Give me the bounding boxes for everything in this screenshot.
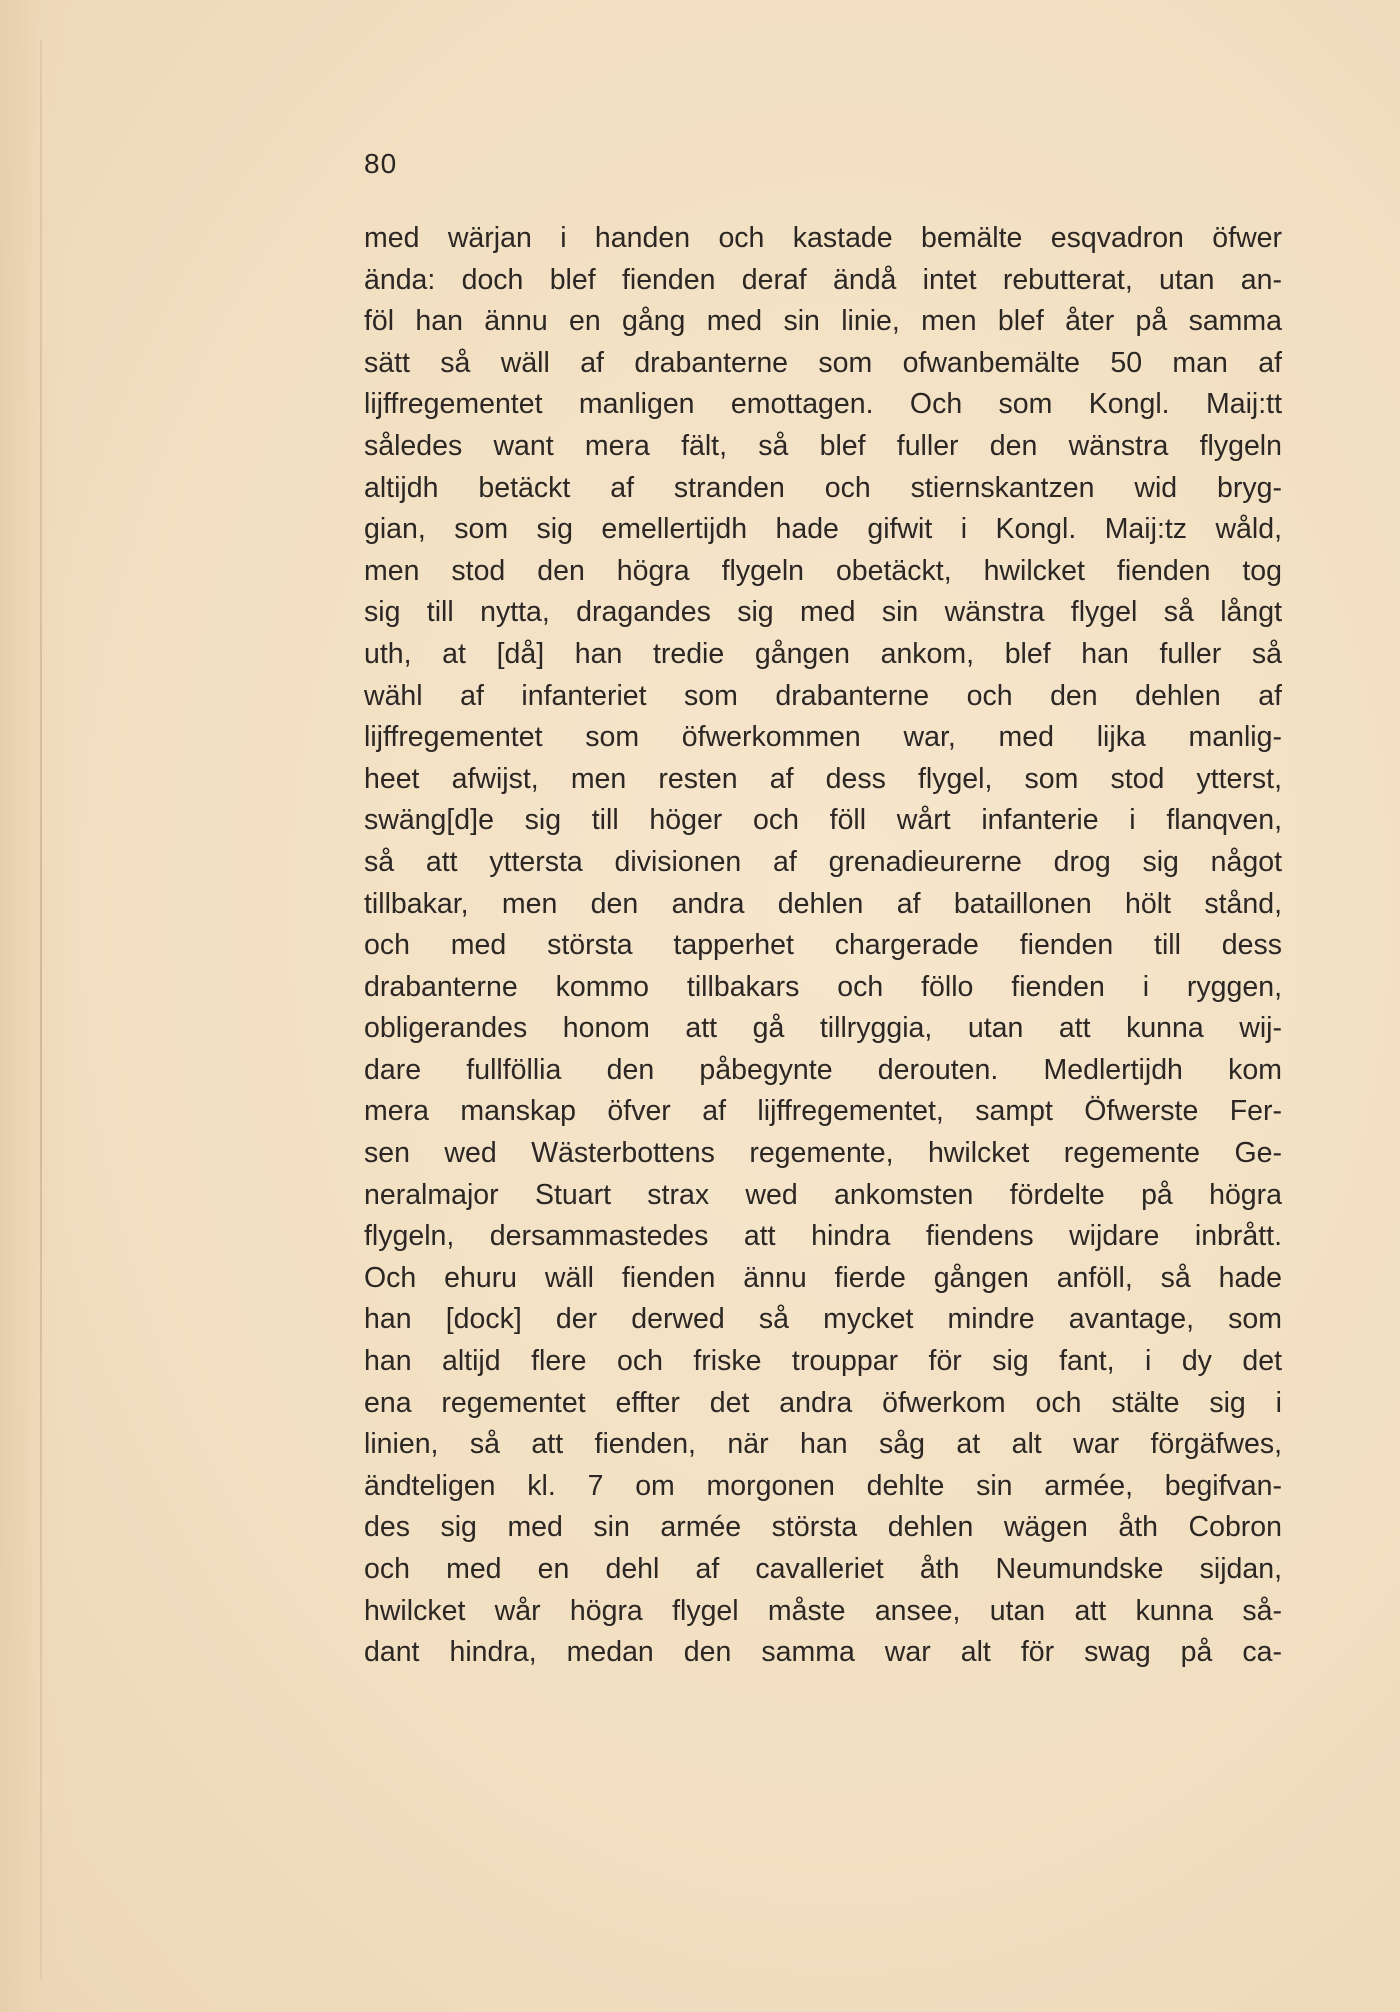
- text-line: han [dock] der derwed så mycket mindre avantage, som: [364, 1303, 1282, 1336]
- text-line: altijdh betäckt af stranden och stiernskantzen wid bryg-: [364, 471, 1282, 504]
- text-line: hwilcket wår högra flygel måste ansee, utan att kunna så-: [364, 1594, 1282, 1627]
- text-line: swäng[d]e sig till höger och föll wårt infanterie i flanqven,: [364, 804, 1282, 837]
- text-line: heet afwijst, men resten af dess flygel, som stod ytterst,: [364, 762, 1282, 795]
- text-line: sätt så wäll af drabanterne som ofwanbemälte 50 man af: [364, 346, 1282, 379]
- text-line: linien, så att fienden, när han såg at alt war förgäfwes,: [364, 1428, 1282, 1461]
- text-line: så att yttersta divisionen af grenadieurerne drog sig något: [364, 845, 1282, 878]
- text-line: ändteligen kl. 7 om morgonen dehlte sin armée, begifvan-: [364, 1469, 1282, 1502]
- text-line: wähl af infanteriet som drabanterne och den dehlen af: [364, 679, 1282, 712]
- page-edge: [40, 40, 42, 1980]
- text-line: mera manskap öfver af lijffregementet, sampt Öfwerste Fer-: [364, 1095, 1282, 1128]
- text-line: han altijd flere och friske trouppar för sig fant, i dy det: [364, 1345, 1282, 1378]
- text-line: men stod den högra flygeln obetäckt, hwilcket fienden tog: [364, 554, 1282, 587]
- text-line: lijffregementet manligen emottagen. Och som Kongl. Maij:tt: [364, 388, 1282, 421]
- text-line: neralmajor Stuart strax wed ankomsten fördelte på högra: [364, 1178, 1282, 1211]
- body-text: [364, 218, 1282, 1674]
- text-line: drabanterne kommo tillbakars och föllo fienden i ryggen,: [364, 970, 1282, 1003]
- text-line: dant hindra, medan den samma war alt för swag på ca-: [364, 1636, 1282, 1669]
- text-line: obligerandes honom att gå tillryggia, utan att kunna wij-: [364, 1012, 1282, 1045]
- text-line: dare fullföllia den påbegynte derouten. Medlertijdh kom: [364, 1053, 1282, 1086]
- text-line: med wärjan i handen och kastade bemälte esqvadron öfwer: [364, 222, 1282, 254]
- text-line: Och ehuru wäll fienden ännu fierde gången anföll, så hade: [364, 1261, 1282, 1294]
- text-line: sen wed Wästerbottens regemente, hwilcket regemente Ge-: [364, 1137, 1282, 1170]
- binding-shadow: [0, 0, 70, 2012]
- text-line: des sig med sin armée största dehlen wägen åth Cobron: [364, 1511, 1282, 1544]
- text-line: lijffregementet som öfwerkommen war, med lijka manlig-: [364, 721, 1282, 754]
- text-line: och med största tapperhet chargerade fienden till dess: [364, 929, 1282, 962]
- page-number: 80: [364, 148, 398, 179]
- text-line: föl han ännu en gång med sin linie, men blef åter på samma: [364, 305, 1282, 338]
- text-line: gian, som sig emellertijdh hade gifwit i Kongl. Maij:tz wåld,: [364, 513, 1282, 546]
- text-line: uth, at [då] han tredie gången ankom, blef han fuller så: [364, 637, 1282, 670]
- text-line: således want mera fält, så blef fuller den wänstra flygeln: [364, 429, 1282, 462]
- text-line: flygeln, dersammastedes att hindra fiendens wijdare inbrått.: [364, 1220, 1282, 1253]
- text-line: ena regementet effter det andra öfwerkom och stälte sig i: [364, 1386, 1282, 1419]
- text-line: sig till nytta, dragandes sig med sin wänstra flygel så långt: [364, 596, 1282, 629]
- text-line: ända: doch blef fienden deraf ändå intet rebutterat, utan an-: [364, 263, 1282, 296]
- text-line: tillbakar, men den andra dehlen af bataillonen hölt stånd,: [364, 887, 1282, 920]
- text-line: och med en dehl af cavalleriet åth Neumundske sijdan,: [364, 1553, 1282, 1585]
